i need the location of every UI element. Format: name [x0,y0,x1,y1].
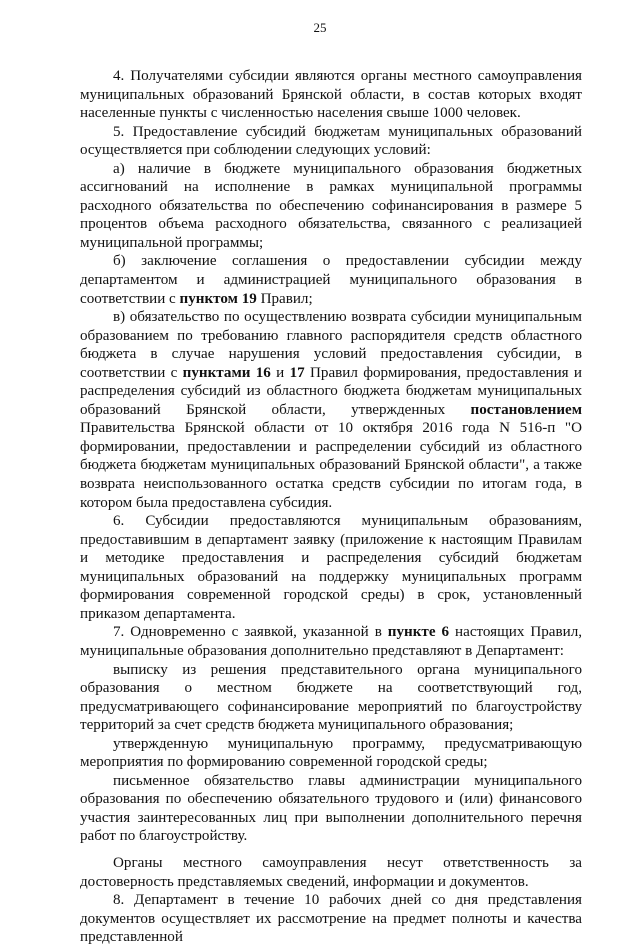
paragraph-5-conditions: 5. Предоставление субсидий бюджетам муниципальных образований осуществляется при соблюдении следующих условий: [80,123,582,159]
condition-a: а) наличие в бюджете муниципального образования бюджетных ассигнований на исполнение в рамках муниципальной программы расходного обязательства по обеспечению софинансирования в размере 5 процентов объема расходного обязательства, связанного с реализацией муниципальной программы; [80,160,582,251]
document-body [80,67,582,947]
condition-b-tail: Правил; [256,290,313,307]
page-number: 25 [313,20,327,35]
condition-c-rules: Правил формирования, предоставления и распределения субсидий из областного бюджета бюджетам муниципальных образований Брянской области, утвержденных [80,364,582,418]
condition-b-ref: пунктом 19 [179,290,257,307]
document-program: утвержденную муниципальную программу, предусматривающую мероприятия по формированию современной городской среды; [80,735,582,771]
paragraph-7-tail: настоящих Правил, муниципальные образования дополнительно представляют в Департамент: [80,624,582,659]
responsibility-note: Органы местного самоуправления несут ответственность за достоверность представляемых сведений, информации и документов. [80,854,582,890]
condition-b [80,252,582,308]
condition-c-and: и [270,364,290,381]
condition-c-ref-17: 17 [289,364,305,381]
paragraph-7-documents [80,623,582,660]
paragraph-8-review: 8. Департамент в течение 10 рабочих дней со дня представления документов осуществляет их рассмотрение на предмет полноты и качества представленной [80,892,582,946]
condition-c-ref-16: пунктами 16 [182,364,271,381]
paragraph-7-ref: пункте 6 [387,624,450,641]
condition-b-text: б) заключение соглашения о предоставлении субсидии между департаментом и администрацией муниципального образования в соответствии с [80,253,582,307]
condition-c-text: в) обязательство по осуществлению возврата субсидии муниципальным образованием по требованию главного распорядителя средств областного бюджета в случае нарушения условий предоставления субсидии, в соответствии с [80,309,582,381]
paragraph-6-subsidies: 6. Субсидии предоставляются муниципальным образованиям, предоставившим в департамент заявку (приложение к настоящим Правилам и методике предоставления и распределения субсидий бюджетам муниципальных образований на поддержку муниципальных программ формирования современной городской среды) в срок, установленный приказом департамента. [80,513,582,622]
condition-c-tail: Правительства Брянской области от 10 октября 2016 года N 516-п "О формировании, предоставлении и распределении субсидий из областного бюджета бюджетам муниципальных образований Брянской области", а также возврата неиспользованного остатка средств субсидии по итогам года, в котором была предоставлена субсидия. [80,420,582,511]
condition-c [80,308,582,512]
paragraph-7-text: 7. Одновременно с заявкой, указанной в [113,624,388,641]
paragraph-4-recipients: 4. Получателями субсидии являются органы местного самоуправления муниципальных образований Брянской области, в состав которых входят населенные пункты с численностью населения свыше 1000 человек. [80,68,582,122]
document-obligation: письменное обязательство главы администрации муниципального образования по обеспечению обязательного трудового и (или) финансового участия заинтересованных лиц при выполнении дополнительного перечня работ по благоустройству. [80,772,582,845]
condition-c-ref-decree: постановлением [470,401,582,418]
document-extract: выписку из решения представительного органа муниципального образования о местном бюджете на соответствующий год, предусматривающего софинансирование мероприятий по благоустройству территорий за счет средств бюджета муниципального образования; [80,661,582,734]
